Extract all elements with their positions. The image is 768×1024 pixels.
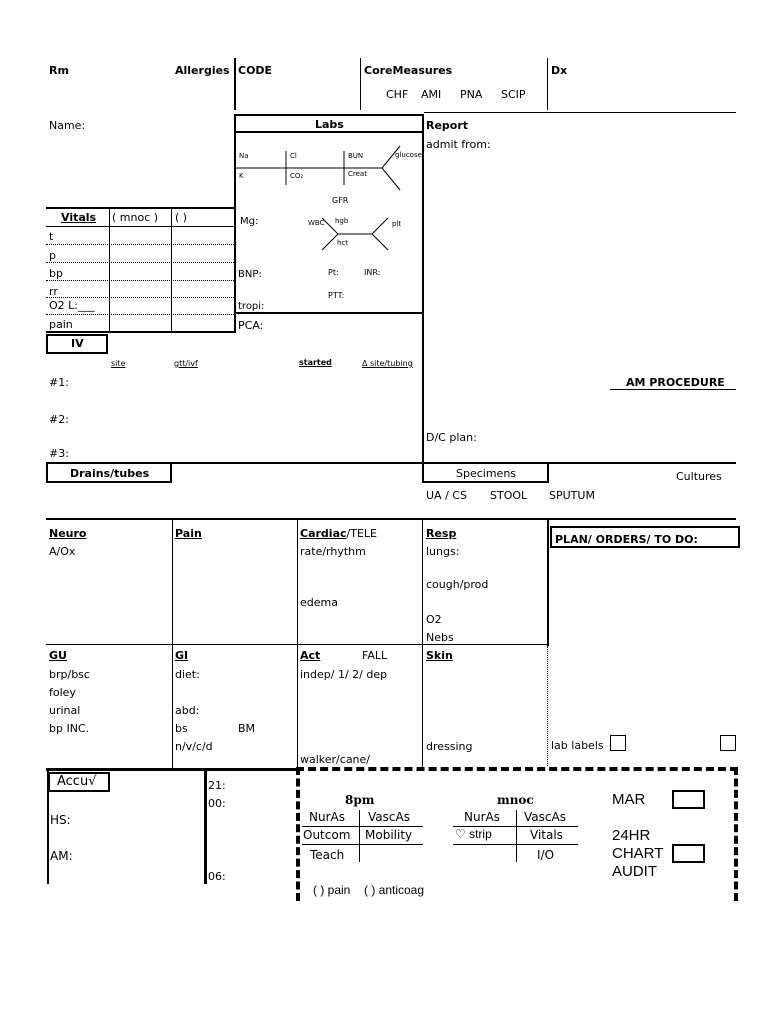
iv-started-col: started xyxy=(299,358,332,367)
vitals-row-label: rr xyxy=(49,285,58,298)
iv-gtt-col: gtt/ivf xyxy=(174,359,198,368)
diet-label: diet: xyxy=(175,668,200,681)
abd-label: abd: xyxy=(175,704,200,717)
mar-label: MAR xyxy=(612,791,646,808)
chart-audit-line3: AUDIT xyxy=(612,863,657,880)
lab-mg: Mg: xyxy=(240,216,259,227)
bm-label: BM xyxy=(238,722,256,735)
dx-label: Dx xyxy=(551,64,568,77)
audit-io: I/O xyxy=(537,848,555,862)
scip-option[interactable]: SCIP xyxy=(501,88,526,101)
cardiac-label: Cardiac xyxy=(300,527,347,540)
lab-na: Na xyxy=(239,152,249,160)
audit-vascas-mnoc: VascAs xyxy=(524,810,566,824)
pca-label: PCA: xyxy=(238,319,264,332)
chart-audit-checkbox[interactable] xyxy=(672,844,705,863)
pna-option[interactable]: PNA xyxy=(460,88,483,101)
ami-option[interactable]: AMI xyxy=(421,88,442,101)
divider xyxy=(46,331,234,333)
mar-checkbox[interactable] xyxy=(672,790,705,809)
aox-label: A/Ox xyxy=(49,545,76,558)
divider xyxy=(516,810,517,862)
cardiac-title xyxy=(300,527,377,540)
report-title: Report xyxy=(426,119,469,132)
rm-label: Rm xyxy=(49,64,69,77)
vitals-row-label: p xyxy=(49,249,56,262)
audit-pain: ( ) pain xyxy=(313,883,351,897)
stool-label: STOOL xyxy=(490,489,528,502)
row-line xyxy=(46,280,234,281)
accu-am-label: AM: xyxy=(50,849,73,863)
walker-label: walker/cane/ xyxy=(300,753,371,766)
vitals-row-label: pain xyxy=(49,318,73,331)
vitals-col-blank: ( ) xyxy=(175,211,188,224)
divider xyxy=(547,646,548,766)
iv-line-3: #3: xyxy=(49,447,69,460)
lab-hgb: hgb xyxy=(335,217,349,225)
vitals-top-border xyxy=(46,207,234,209)
drains-title: Drains/tubes xyxy=(70,467,150,480)
name-label: Name: xyxy=(49,119,86,132)
cultures-label: Cultures xyxy=(676,470,722,483)
lab-gfr: GFR xyxy=(332,196,349,205)
divider xyxy=(547,58,548,110)
audit-strip: ♡ strip xyxy=(455,827,492,841)
act-title: Act xyxy=(300,649,321,662)
code-label: CODE xyxy=(238,64,273,77)
ua-cs-label: UA / CS xyxy=(426,489,467,502)
divider xyxy=(234,58,236,110)
vitals-row-label: O2 L:___ xyxy=(49,299,95,312)
gu-title: GU xyxy=(49,649,67,662)
lab-tropi: tropi: xyxy=(238,301,265,312)
audit-8pm: 8pm xyxy=(345,793,375,807)
o2-label: O2 xyxy=(426,613,442,626)
divider xyxy=(302,826,423,827)
lab-creat: Creat xyxy=(348,170,367,178)
urinal-label: urinal xyxy=(49,704,81,717)
allergies-label: Allergies xyxy=(175,64,230,77)
lab-wbc: WBC xyxy=(308,219,325,227)
specimens-title: Specimens xyxy=(456,467,517,480)
core-measures-label: CoreMeasures xyxy=(364,64,453,77)
gi-title: GI xyxy=(175,649,189,662)
edema-label: edema xyxy=(300,596,338,609)
divider xyxy=(360,58,361,110)
divider xyxy=(171,209,172,331)
lab-ptt: PTT: xyxy=(328,291,345,300)
lab-pt: Pt: xyxy=(328,268,339,277)
accu-time-06: 06: xyxy=(208,870,226,883)
audit-anticoag: ( ) anticoag xyxy=(364,883,425,897)
nebs-label: Nebs xyxy=(426,631,454,644)
lungs-label: lungs: xyxy=(426,545,460,558)
am-procedure-label: AM PROCEDURE xyxy=(626,376,725,389)
chart-audit-line1: 24HR xyxy=(612,827,651,844)
plan-title: PLAN/ ORDERS/ TO DO: xyxy=(555,533,698,546)
lab-k: K xyxy=(239,172,244,180)
audit-vascas-8pm: VascAs xyxy=(368,810,410,824)
indep-label: indep/ 1/ 2/ dep xyxy=(300,668,388,681)
lab-hct: hct xyxy=(337,239,349,247)
skin-title: Skin xyxy=(426,649,453,662)
row-line xyxy=(46,314,234,315)
done-checkbox[interactable] xyxy=(720,735,736,751)
audit-mobility: Mobility xyxy=(365,828,413,842)
divider xyxy=(46,644,548,645)
lab-cl: Cl xyxy=(290,152,297,160)
cough-label: cough/prod xyxy=(426,578,489,591)
vitals-title: Vitals xyxy=(61,211,97,224)
row-line xyxy=(46,262,234,263)
audit-teach: Teach xyxy=(310,848,345,862)
chf-option[interactable]: CHF xyxy=(386,88,409,101)
divider xyxy=(204,770,207,884)
labs-title: Labs xyxy=(315,118,344,131)
fall-label: FALL xyxy=(362,649,388,662)
bp-inc-label: bp INC. xyxy=(49,722,90,735)
divider xyxy=(46,226,234,227)
iv-site-col: site xyxy=(111,359,126,368)
lab-bnp: BNP: xyxy=(238,269,262,280)
iv-line-2: #2: xyxy=(49,413,69,426)
accu-hs-label: HS: xyxy=(50,813,71,827)
tele-label: /TELE xyxy=(346,527,377,540)
brp-label: brp/bsc xyxy=(49,668,90,681)
accu-time-00: 00: xyxy=(208,797,226,810)
pain-title: Pain xyxy=(175,527,202,540)
lab-co2: CO₂ xyxy=(290,172,304,180)
rate-rhythm-label: rate/rhythm xyxy=(300,545,366,558)
divider xyxy=(610,389,736,390)
iv-title: IV xyxy=(71,337,84,350)
row-line xyxy=(46,297,234,298)
bs-label: bs xyxy=(175,722,188,735)
audit-outcom: Outcom xyxy=(303,828,351,842)
lab-labels-label: lab labels xyxy=(551,739,604,752)
audit-vitals: Vitals xyxy=(530,828,563,842)
divider xyxy=(47,770,49,884)
resp-title: Resp xyxy=(426,527,457,540)
vitals-col-mnoc: ( mnoc ) xyxy=(112,211,159,224)
row-line xyxy=(46,244,234,245)
audit-dashed-box xyxy=(296,767,738,901)
audit-mnoc: mnoc xyxy=(497,793,534,807)
neuro-title: Neuro xyxy=(49,527,87,540)
audit-nuras-mnoc: NurAs xyxy=(464,810,500,824)
divider xyxy=(46,768,298,771)
iv-site-tubing-col: Δ site/tubing xyxy=(362,359,413,368)
lab-plt: plt xyxy=(392,220,402,228)
divider xyxy=(424,112,736,113)
accu-time-21: 21: xyxy=(208,779,226,792)
divider xyxy=(547,520,549,646)
iv-line-1: #1: xyxy=(49,376,69,389)
nvcd-label: n/v/c/d xyxy=(175,740,213,753)
dc-plan-label: D/C plan: xyxy=(426,431,477,444)
divider xyxy=(46,518,736,520)
foley-label: foley xyxy=(49,686,76,699)
lab-labels-checkbox[interactable] xyxy=(610,735,626,751)
chart-audit-line2: CHART xyxy=(612,845,664,862)
audit-nuras-8pm: NurAs xyxy=(309,810,345,824)
dressing-label: dressing xyxy=(426,740,473,753)
sputum-label: SPUTUM xyxy=(549,489,595,502)
lab-bun: BUN xyxy=(348,152,364,160)
vitals-row-label: bp xyxy=(49,267,63,280)
accu-title: Accu√ xyxy=(57,774,97,789)
divider xyxy=(359,810,360,862)
divider xyxy=(302,844,423,845)
divider xyxy=(109,209,110,331)
lab-glucose: glucose xyxy=(395,151,422,159)
vitals-row-label: t xyxy=(49,230,54,243)
admit-from-label: admit from: xyxy=(426,138,491,151)
lab-inr: INR: xyxy=(364,268,381,277)
